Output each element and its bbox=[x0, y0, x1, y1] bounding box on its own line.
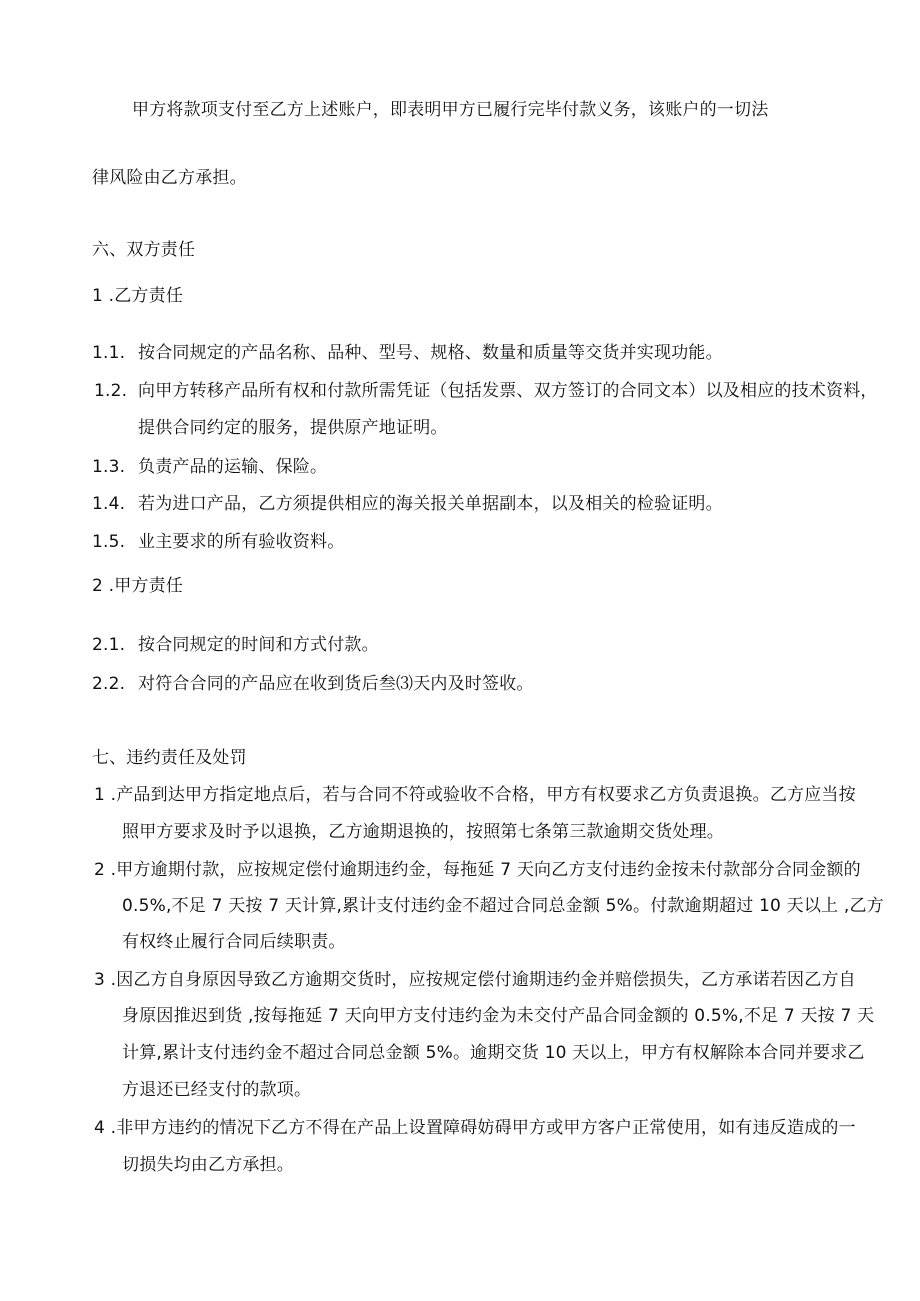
clause-1-3-text: 负责产品的运输、保险。 bbox=[138, 457, 328, 477]
penalty-clause-3-line-2: 身原因推迟到货 ,按每拖延 7 天向甲方支付违约金为未交付产品合同金额的 0.5%,不足 7 天按 7 天 bbox=[122, 1006, 875, 1026]
clause-1-4-text: 若为进口产品，乙方须提供相应的海关报关单据副本，以及相关的检验证明。 bbox=[138, 494, 723, 514]
clause-1-4-number: 1.4. bbox=[92, 494, 126, 514]
penalty-clause-1-line-2: 照甲方要求及时予以退换，乙方逾期退换的，按照第七条第三款逾期交货处理。 bbox=[122, 822, 724, 842]
penalty-clause-3-line-4: 方退还已经支付的款项。 bbox=[122, 1080, 312, 1100]
penalty-clause-2-line-1: 2 .甲方逾期付款，应按规定偿付逾期违约金，每拖延 7 天向乙方支付违约金按未付款部分合同金额的 bbox=[94, 860, 861, 880]
clause-1-2-number: 1.2. bbox=[94, 381, 128, 401]
penalty-clause-2-line-2: 0.5%,不足 7 天按 7 天计算,累计支付违约金不超过合同总金额 5%。付款逾期超过 10 天以上 ,乙方 bbox=[122, 896, 884, 916]
section-6-sub2-title: 2 .甲方责任 bbox=[92, 576, 184, 596]
clause-2-2-text: 对符合合同的产品应在收到货后叁⑶天内及时签收。 bbox=[138, 674, 534, 694]
penalty-clause-2-line-3: 有权终止履行合同后续职责。 bbox=[122, 932, 346, 952]
clause-2-1-text: 按合同规定的时间和方式付款。 bbox=[138, 635, 379, 655]
section-6-heading: 六、双方责任 bbox=[92, 240, 196, 260]
clause-1-1-text: 按合同规定的产品名称、品种、型号、规格、数量和质量等交货并实现功能。 bbox=[138, 343, 723, 363]
clause-1-2-continuation: 提供合同约定的服务，提供原产地证明。 bbox=[138, 418, 448, 438]
intro-line-2: 律风险由乙方承担。 bbox=[92, 168, 247, 188]
intro-line-1: 甲方将款项支付至乙方上述账户，即表明甲方已履行完毕付款义务，该账户的一切法 bbox=[132, 100, 769, 120]
penalty-clause-1-line-1: 1 .产品到达甲方指定地点后，若与合同不符或验收不合格，甲方有权要求乙方负责退换。乙方应当按 bbox=[94, 785, 856, 805]
clause-2-1-number: 2.1. bbox=[92, 635, 126, 655]
penalty-clause-4-line-2: 切损失均由乙方承担。 bbox=[122, 1155, 294, 1175]
section-7-heading: 七、违约责任及处罚 bbox=[92, 748, 247, 768]
penalty-clause-3-line-3: 计算,累计支付违约金不超过合同总金额 5%。逾期交货 10 天以上，甲方有权解除本合同并要求乙 bbox=[122, 1043, 865, 1063]
clause-1-1-number: 1.1. bbox=[92, 343, 126, 363]
penalty-clause-3-line-1: 3 .因乙方自身原因导致乙方逾期交货时，应按规定偿付逾期违约金并赔偿损失，乙方承诺若因乙方自 bbox=[94, 970, 856, 990]
clause-1-5-number: 1.5. bbox=[92, 532, 126, 552]
clause-1-3-number: 1.3. bbox=[92, 457, 126, 477]
clause-2-2-number: 2.2. bbox=[92, 674, 126, 694]
penalty-clause-4-line-1: 4 .非甲方违约的情况下乙方不得在产品上设置障碍妨碍甲方或甲方客户正常使用，如有违反造成的一 bbox=[94, 1118, 856, 1138]
clause-1-5-text: 业主要求的所有验收资料。 bbox=[138, 532, 345, 552]
clause-1-2-text: 向甲方转移产品所有权和付款所需凭证（包括发票、双方签订的合同文本）以及相应的技术资料， bbox=[138, 381, 878, 401]
section-6-sub1-title: 1 .乙方责任 bbox=[92, 286, 184, 306]
